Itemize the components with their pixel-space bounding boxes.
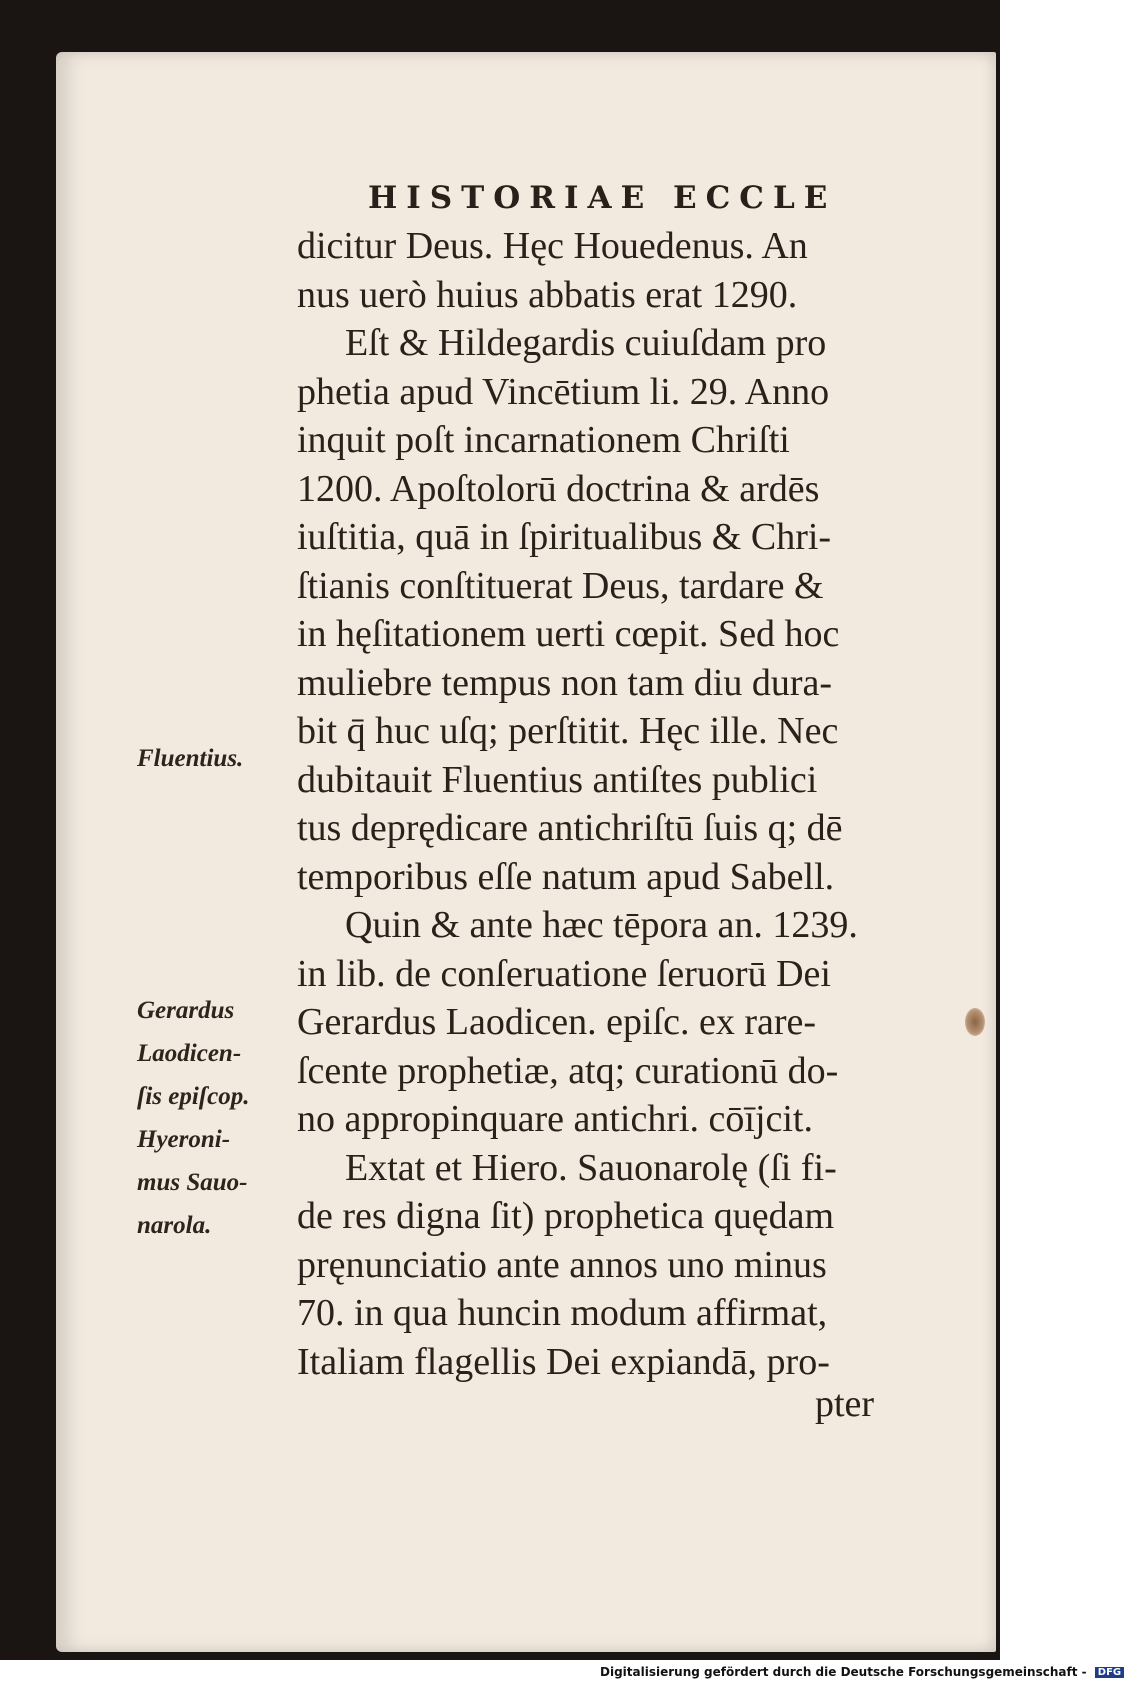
text-line: Extat et Hiero. Sauonarolę (ſi fi- — [345, 1146, 837, 1189]
margin-note-gerardus: Gerardus — [137, 997, 235, 1024]
text-line: Quin & ante hæc tēpora an. 1239. — [345, 904, 858, 946]
text-line: Italiam flagellis Dei expiandā, pro- — [297, 1340, 830, 1383]
text-line: pręnunciatio ante annos uno minus — [297, 1243, 827, 1286]
text-line: ſcente prophetiæ, atq; curationū do- — [297, 1049, 839, 1092]
footer-text: Digitalisierung gefördert durch die Deutsche Forschungsgemeinschaft - — [600, 1665, 1087, 1679]
margin-note-episcop: ſis epiſcop. — [137, 1083, 250, 1110]
text-line: dicitur Deus. Hęc Houedenus. An — [297, 225, 808, 267]
text-line: tus deprędicare antichriſtū ſuis q; dē — [297, 807, 843, 849]
text-line: bit q̄ huc uſq; perſtitit. Hęc ille. Nec — [297, 710, 839, 752]
margin-note-hyeroni: Hyeroni- — [137, 1126, 231, 1153]
text-line: muliebre tempus non tam diu dura- — [297, 661, 833, 704]
text-line: in lib. de conſeruatione ſeruorū Dei — [297, 952, 831, 995]
text-line: temporibus eſſe natum apud Sabell. — [297, 855, 835, 898]
text-line: ſtianis conſtituerat Deus, tardare & — [297, 564, 824, 607]
main-text — [297, 222, 957, 1386]
margin-note-narola: narola. — [137, 1212, 212, 1239]
dfg-logo: DFG — [1095, 1667, 1124, 1678]
text-line: phetia apud Vincētium li. 29. Anno — [297, 370, 830, 413]
text-line: 1200. Apoſtolorū doctrina & ardēs — [297, 467, 820, 510]
text-line: inquit poſt incarnationem Chriſti — [297, 419, 790, 461]
margin-note-laodicen: Laodicen- — [137, 1040, 242, 1067]
catchword: pter — [815, 1383, 875, 1425]
text-line: no appropinquare antichri. cōījcit. — [297, 1098, 813, 1140]
running-head: HISTORIAE ECCLE — [368, 180, 837, 216]
text-line: 70. in qua huncin modum affirmat, — [297, 1292, 828, 1334]
margin-note-fluentius: Fluentius. — [137, 745, 244, 772]
text-line: iuſtitia, quā in ſpiritualibus & Chri- — [297, 516, 832, 558]
text-line: dubitauit Fluentius antiſtes publici — [297, 758, 818, 801]
margin-note-sauo: mus Sauo- — [137, 1169, 248, 1196]
text-line: Eſt & Hildegardis cuiuſdam pro — [345, 322, 827, 364]
ink-stain — [965, 1008, 985, 1036]
text-line: nus uerò huius abbatis erat 1290. — [297, 273, 798, 316]
footer-credit — [600, 1665, 1124, 1679]
text-line: Gerardus Laodicen. epiſc. ex rare- — [297, 1001, 817, 1043]
text-line: de res digna ſit) prophetica quędam — [297, 1195, 835, 1237]
text-line: in hęſitationem uerti cœpit. Sed hoc — [297, 613, 840, 655]
